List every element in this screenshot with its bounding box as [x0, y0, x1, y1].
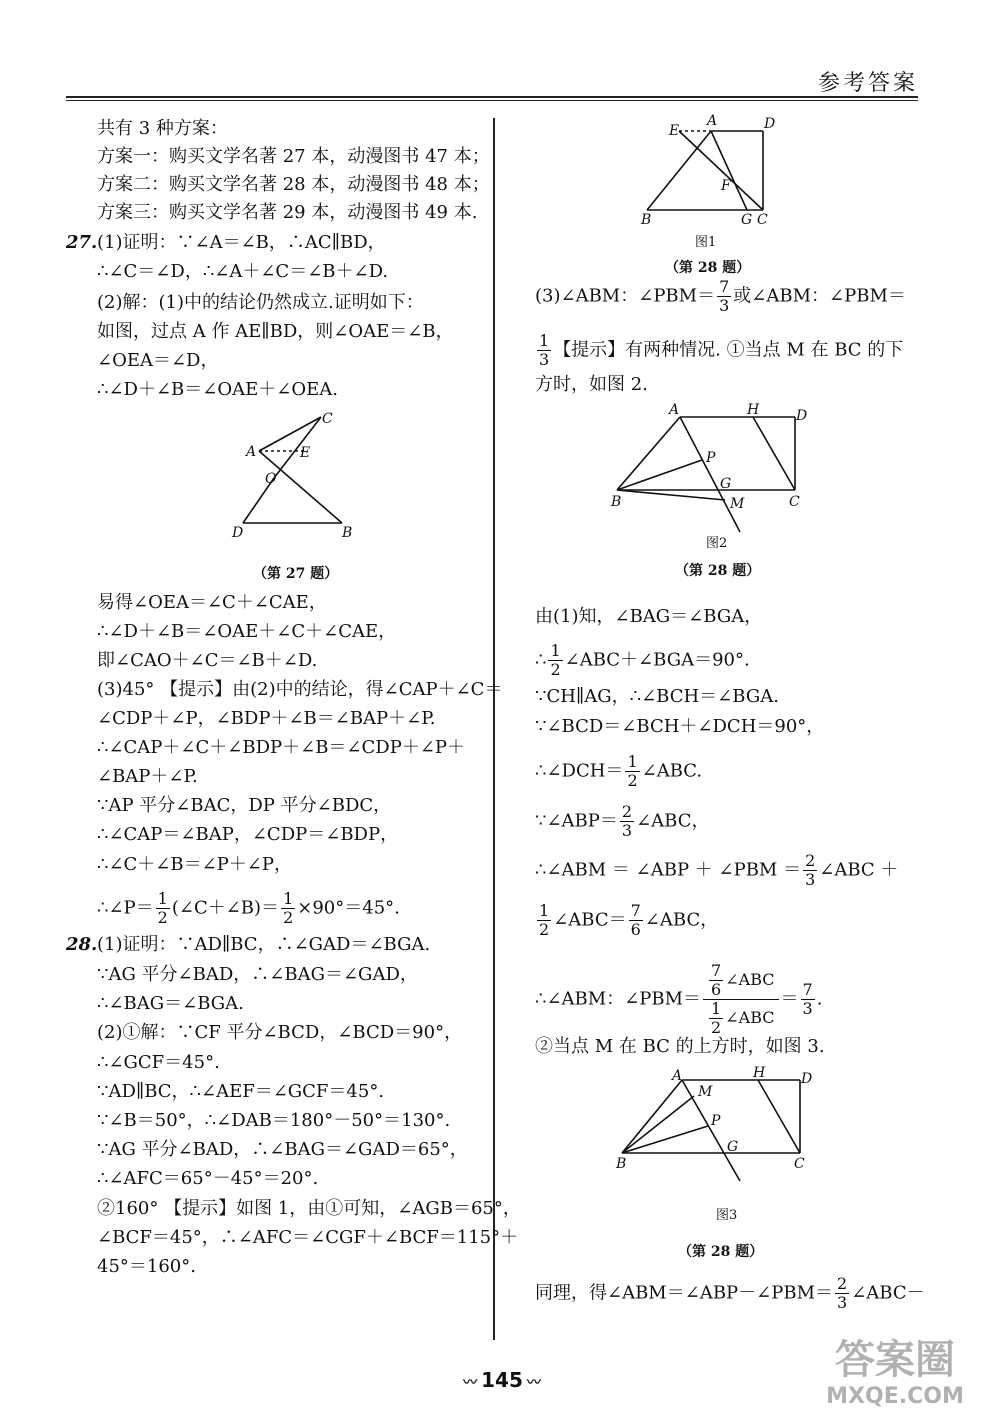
fraction: $\frac{1}{2}$	[711, 999, 722, 1037]
formula-line	[535, 1275, 925, 1312]
figure-3	[610, 1063, 820, 1188]
point-label-H: H	[747, 402, 760, 418]
text-line: ∵∠B＝50°，∴∠DAB＝180°－50°＝130°.	[97, 1110, 451, 1131]
fraction: $\frac{1}{2}$	[283, 889, 294, 927]
point-label-B: B	[611, 494, 622, 510]
formula-text: ∴∠ABM ＝ ∠ABP ＋ ∠PBM ＝	[535, 859, 802, 881]
formula-text: 同理，得∠ABM＝∠ABP－∠PBM＝	[535, 1282, 834, 1304]
point-label-O: O	[265, 471, 277, 487]
figure-label: 图2	[706, 536, 728, 551]
text-line: ∵AD∥BC，∴∠AEF＝∠GCF＝45°.	[97, 1081, 385, 1102]
segment-CO	[274, 417, 321, 478]
text-line: (2)解：(1)中的结论仍然成立.证明如下：	[97, 292, 424, 313]
text-line: 易得∠OEA＝∠C＋∠CAE，	[97, 592, 327, 613]
formula-text: ∴∠DCH＝	[535, 760, 624, 782]
text-line: 由(1)知，∠BAG＝∠BGA，	[535, 606, 763, 627]
text-line: ②160° 【提示】如图 1，由①可知，∠AGB＝65°，	[97, 1198, 521, 1219]
point-label-C: C	[322, 411, 333, 427]
point-label-G: G	[720, 476, 732, 492]
point-label-D: D	[796, 408, 808, 424]
watermark-logo	[800, 1336, 990, 1420]
text-line: (1)证明：∵AD∥BC，∴∠GAD＝∠BGA.	[97, 934, 431, 955]
segment-BM	[617, 490, 725, 500]
point-label-H: H	[753, 1065, 766, 1081]
text-line: 共有 3 种方案：	[97, 118, 228, 139]
compound-fraction: $\frac{7}{6}$ ∠ABC $\frac{1}{2}$ ∠ABC	[703, 962, 778, 1037]
formula-text: ∠ABC＋∠BGA＝90°.	[564, 649, 750, 671]
fraction: $\frac{7}{3}$	[802, 980, 813, 1018]
text-line: ∴∠D＋∠B＝∠OAE＋∠OEA.	[97, 379, 338, 400]
fraction: $\frac{7}{6}$	[630, 901, 641, 939]
point-label-P: P	[711, 1113, 721, 1129]
text-line: ∵CH∥AG，∴∠BCH＝∠BGA.	[535, 686, 779, 707]
formula-text: ∴	[535, 649, 547, 671]
fraction: $\frac{7}{6}$	[711, 961, 722, 999]
point-label-B: B	[616, 1156, 627, 1172]
formula-text: ∠ABC＝	[553, 909, 627, 931]
text-line: 即∠CAO＋∠C＝∠B＋∠D.	[97, 650, 318, 671]
formula-text: ∠ABC.	[641, 760, 703, 782]
formula-line	[535, 902, 718, 939]
question-number-27: 27.	[66, 232, 98, 253]
point-label-B: B	[641, 212, 652, 228]
column-divider	[493, 118, 495, 1340]
segment-BA	[622, 1080, 682, 1153]
segment-EC	[679, 131, 763, 210]
segment-AC	[259, 417, 321, 451]
segment-BM	[622, 1096, 694, 1153]
formula-text: 或∠ABM：∠PBM＝	[733, 285, 906, 307]
formula-text: ∠ABC－	[851, 1282, 925, 1304]
watermark-url: MXQE.COM	[826, 1384, 964, 1409]
formula-text: ∴∠ABM：∠PBM＝	[535, 988, 702, 1010]
text-line: ∴∠C＝∠D，∴∠A＋∠C＝∠B＋∠D.	[97, 261, 389, 282]
formula-line	[97, 890, 400, 927]
formula-text: ∴∠P＝	[97, 897, 154, 919]
segment-BA	[647, 131, 711, 210]
text-line: ∴∠C＋∠B＝∠P＋∠P，	[97, 854, 293, 875]
text-line: ∠OEA＝∠D，	[97, 350, 219, 371]
point-label-E: E	[669, 123, 680, 139]
text-line: 方时，如图 2.	[535, 374, 648, 395]
formula-text: (∠C＋∠B)＝	[171, 897, 280, 919]
point-label-G: G	[741, 212, 753, 228]
figure-caption: （第 27 题）	[253, 566, 339, 582]
segment-BP	[622, 1126, 708, 1153]
formula-text: .	[816, 988, 823, 1010]
formula-line	[535, 332, 903, 369]
text-line: 方案二：购买文学名著 28 本，动漫图书 48 本；	[97, 174, 490, 195]
figure-label: 图3	[716, 1208, 738, 1223]
header-rule-thin	[66, 100, 918, 101]
formula-text: ＝	[780, 988, 799, 1010]
fraction: $\frac{2}{3}$	[621, 802, 633, 840]
point-label-D: D	[801, 1071, 813, 1087]
fraction: $\frac{1}{2}$	[550, 641, 561, 679]
text-line: ∵∠BCD＝∠BCH＋∠DCH＝90°，	[535, 716, 825, 737]
point-label-M: M	[698, 1084, 713, 1100]
figure-label: 图1	[695, 235, 717, 250]
text-line: ②当点 M 在 BC 的上方时，如图 3.	[535, 1036, 825, 1057]
formula-text: ∠ABC ＋	[819, 859, 899, 881]
figure-caption: （第 28 题）	[675, 563, 761, 579]
formula-line	[535, 642, 750, 679]
text-line: 方案一：购买文学名著 27 本，动漫图书 47 本；	[97, 146, 490, 167]
segment-AG-extended	[680, 417, 740, 532]
text-line: ∵AG 平分∠BAD，∴∠BAG＝∠GAD＝65°，	[97, 1139, 468, 1160]
page-number: 〰 145 〰	[432, 1368, 572, 1392]
text-line: ∠CDP＋∠P，∠BDP＋∠B＝∠BAP＋∠P.	[97, 708, 436, 729]
figure-caption: （第 28 题）	[678, 1244, 764, 1260]
formula-line	[535, 962, 822, 1037]
text-line: (1)证明：∵∠A＝∠B，∴AC∥BD，	[97, 232, 386, 253]
text-line: ∴∠CAP＝∠BAP，∠CDP＝∠BDP，	[97, 824, 399, 845]
point-label-G: G	[727, 1139, 739, 1155]
fraction: $\frac{1}{3}$	[539, 331, 550, 369]
point-label-E: E	[300, 445, 311, 461]
formula-line	[535, 278, 906, 315]
text-line: ∵AG 平分∠BAD，∴∠BAG＝∠GAD，	[97, 964, 418, 985]
point-label-A: A	[672, 1068, 683, 1084]
text-line: ∵AP 平分∠BAC，DP 平分∠BDC，	[97, 795, 392, 816]
point-label-A: A	[707, 113, 718, 129]
formula-text: ×90°＝45°.	[297, 897, 400, 919]
point-label-B: B	[342, 525, 353, 541]
text-line: ∠BAP＋∠P.	[97, 766, 198, 787]
fraction: $\frac{2}{3}$	[837, 1274, 848, 1312]
fraction: $\frac{1}{2}$	[539, 901, 550, 939]
point-label-D: D	[764, 116, 776, 132]
figure-caption: （第 28 题）	[665, 260, 751, 276]
header-title: 参考答案	[817, 71, 918, 96]
point-label-M: M	[730, 496, 745, 512]
text-line: ∠BCF＝45°，∴∠AFC＝∠CGF＋∠BCF＝115°＋	[97, 1227, 519, 1248]
point-label-C: C	[794, 1156, 805, 1172]
formula-text: 【提示】有两种情况. ①当点 M 在 BC 的下	[553, 339, 904, 361]
figure-1	[635, 112, 785, 232]
point-label-P: P	[706, 450, 716, 466]
fraction: $\frac{7}{3}$	[719, 277, 730, 315]
text-line: ∴∠D＋∠B＝∠OAE＋∠C＋∠CAE，	[97, 621, 397, 642]
text-line: 方案三：购买文学名著 29 本，动漫图书 49 本.	[97, 202, 478, 223]
point-label-F: F	[721, 178, 731, 194]
segment-HC	[758, 1080, 800, 1153]
point-label-C: C	[757, 212, 768, 228]
point-label-D: D	[232, 525, 244, 541]
formula-line	[535, 803, 709, 840]
text-line: ∴∠GCF＝45°.	[97, 1052, 220, 1073]
text-line: (3)45° 【提示】由(2)中的结论，得∠CAP＋∠C＝	[97, 679, 503, 700]
formula-text: (3)∠ABM：∠PBM＝	[535, 285, 716, 307]
formula-line	[535, 753, 702, 790]
text-line: ∴∠AFC＝65°－45°＝20°.	[97, 1168, 319, 1189]
segment-AB	[259, 451, 342, 523]
text-line: 如图，过点 A 作 AE∥BD，则∠OAE＝∠B，	[97, 321, 454, 342]
segment-HC	[753, 417, 795, 490]
text-line: (2)①解：∵CF 平分∠BCD，∠BCD＝90°，	[97, 1022, 463, 1043]
point-label-A: A	[246, 444, 257, 460]
watermark-text: 答案圈	[835, 1337, 955, 1383]
figure-2	[605, 400, 820, 540]
formula-text: ∵∠ABP＝	[535, 810, 618, 832]
header-rule	[66, 96, 918, 98]
figure-27	[230, 405, 370, 545]
question-number-28: 28.	[66, 934, 98, 955]
point-label-C: C	[789, 494, 800, 510]
formula-line	[535, 852, 898, 889]
segment-AG	[711, 131, 747, 210]
text-line: ∴∠BAG＝∠BGA.	[97, 993, 244, 1014]
text-line: 45°＝160°.	[97, 1256, 196, 1277]
fraction: $\frac{2}{3}$	[805, 851, 816, 889]
fraction: $\frac{1}{2}$	[157, 889, 168, 927]
formula-text: ∠ABC，	[644, 909, 719, 931]
formula-text: ∠ABC，	[636, 810, 710, 832]
point-label-A: A	[669, 402, 680, 418]
fraction: $\frac{1}{2}$	[627, 752, 638, 790]
text-line: ∴∠CAP＋∠C＋∠BDP＋∠B＝∠CDP＋∠P＋	[97, 737, 466, 758]
